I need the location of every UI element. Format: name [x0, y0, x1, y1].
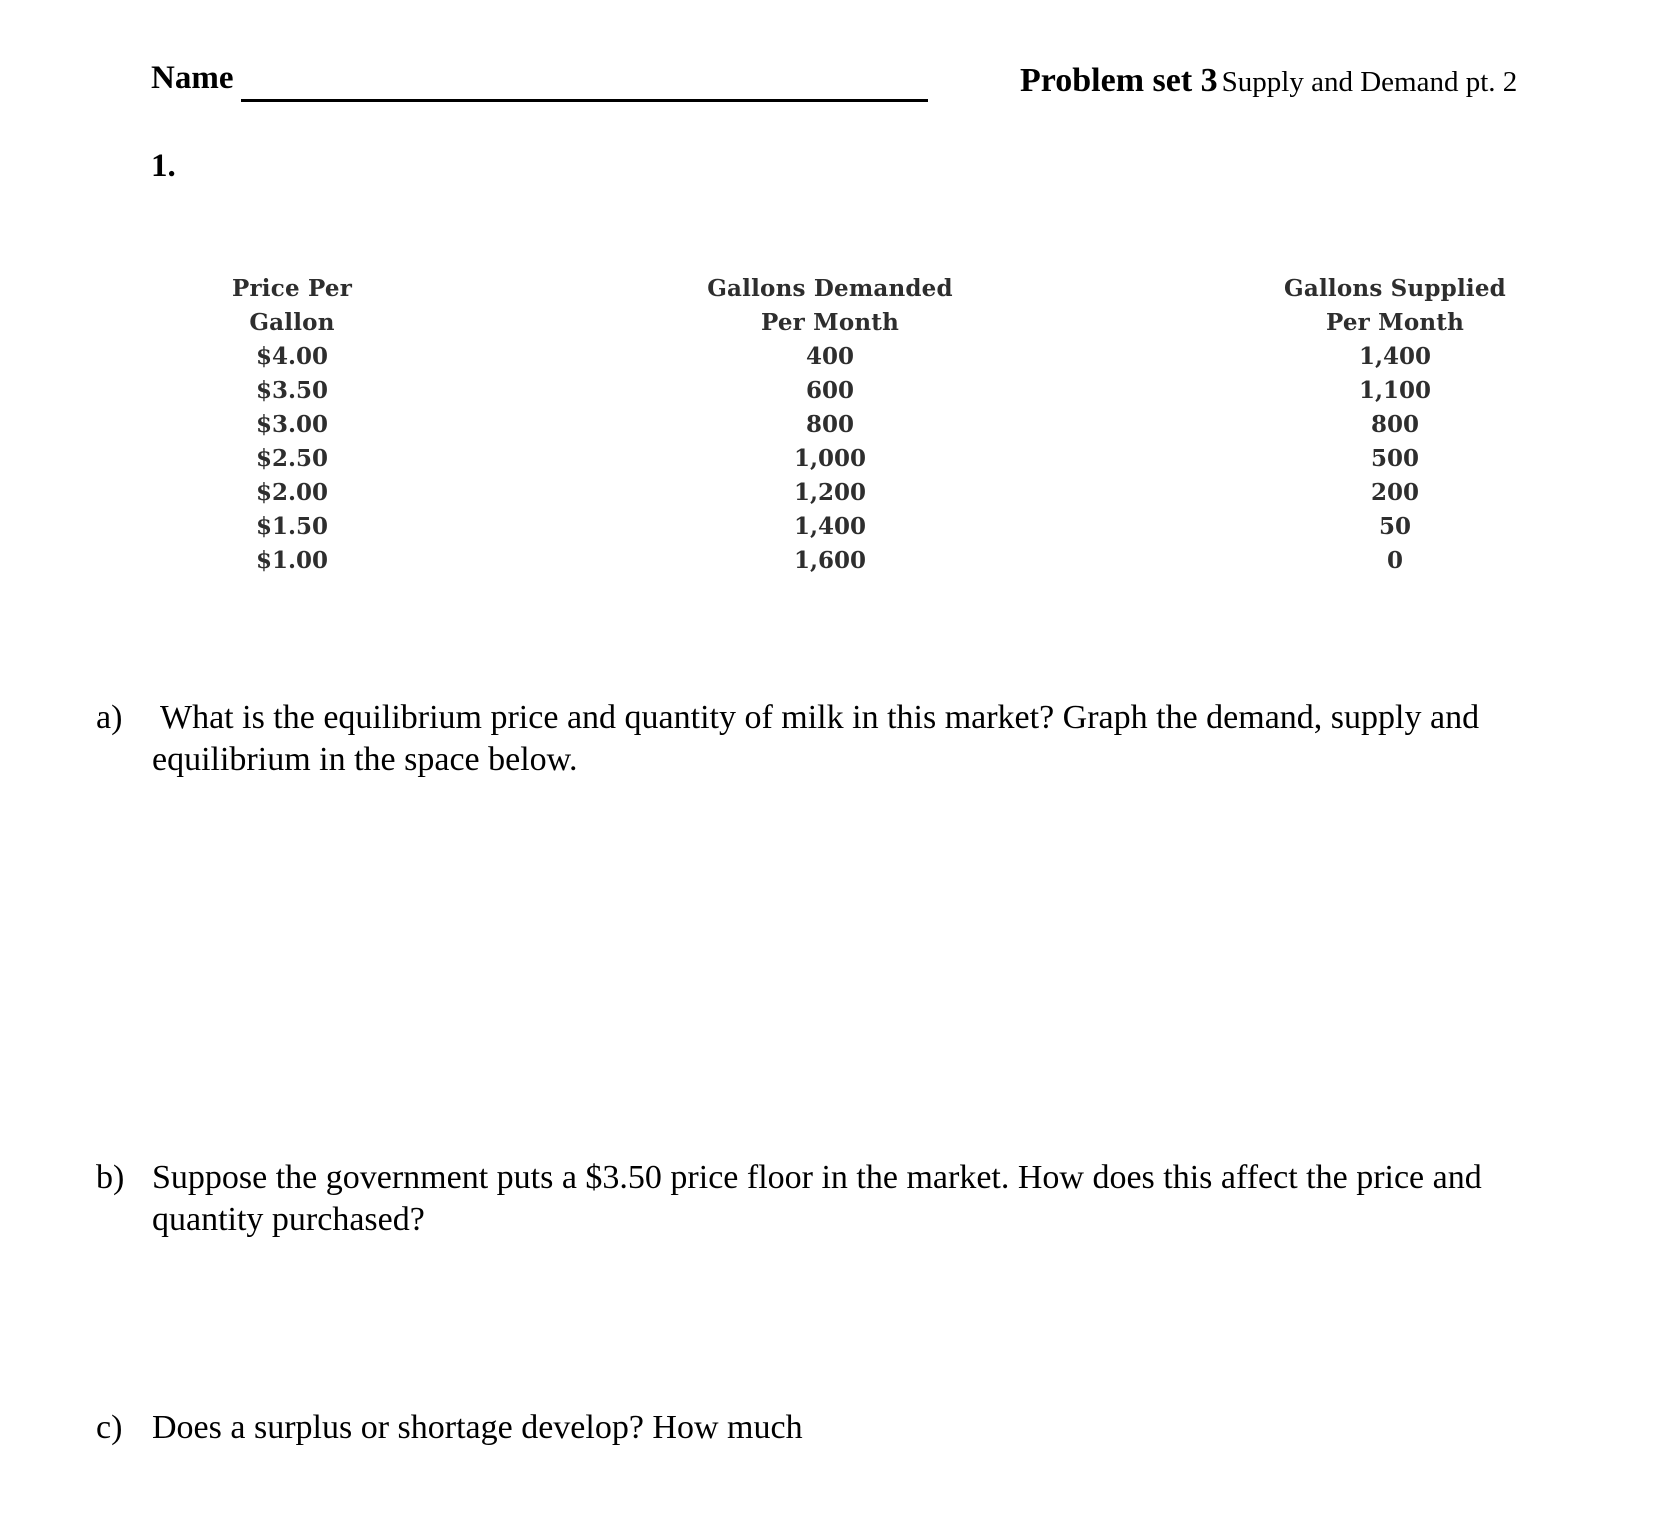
- price-header-line-1: Price Per: [231, 275, 353, 302]
- question-b: [96, 1157, 1606, 1241]
- demand-header-line-1: Gallons Demanded: [707, 275, 953, 302]
- demand-cell: 600: [805, 377, 854, 404]
- question-c-line-1: Does a surplus or shortage develop? How much: [152, 1409, 803, 1446]
- price-column: [212, 272, 372, 578]
- supply-cell: 1,400: [1358, 343, 1432, 370]
- supply-header-line-2: Per Month: [1325, 309, 1465, 336]
- supply-cell: 500: [1370, 445, 1419, 472]
- price-cell: $3.00: [255, 411, 329, 438]
- name-blank-line[interactable]: [241, 99, 928, 102]
- price-cell: $2.00: [255, 479, 329, 506]
- supply-cell: 0: [1386, 547, 1403, 574]
- question-a-line-1: What is the equilibrium price and quantity of milk in this market? Graph the demand, supply and: [160, 699, 1480, 736]
- question-b-line-1: Suppose the government puts a $3.50 price floor in the market. How does this affect the price and: [152, 1159, 1482, 1196]
- question-a-text: [96, 697, 1596, 781]
- question-b-line-2: quantity purchased?: [152, 1201, 425, 1238]
- supply-cell: 200: [1370, 479, 1419, 506]
- question-c-text: [96, 1407, 1596, 1449]
- price-cell: $2.50: [255, 445, 329, 472]
- title-subtitle: Supply and Demand pt. 2: [1221, 66, 1518, 98]
- question-a-line-2: equilibrium in the space below.: [152, 741, 578, 778]
- price-header-line-2: Gallon: [249, 309, 335, 336]
- demand-cell: 1,200: [793, 479, 867, 506]
- demand-column: [690, 272, 970, 578]
- demand-cell: 1,600: [793, 547, 867, 574]
- question-c: [96, 1407, 1596, 1449]
- demand-cell: 400: [805, 343, 854, 370]
- price-cell: $3.50: [255, 377, 329, 404]
- price-cell: $1.00: [255, 547, 329, 574]
- name-label: Name: [151, 60, 234, 96]
- demand-header-line-2: Per Month: [760, 309, 900, 336]
- question-c-letter: c): [96, 1409, 123, 1446]
- question-number: 1.: [151, 148, 176, 184]
- question-b-text: [96, 1157, 1606, 1241]
- price-cell: $1.50: [255, 513, 329, 540]
- supply-cell: 50: [1378, 513, 1411, 540]
- supply-cell: 800: [1370, 411, 1419, 438]
- demand-cell: 1,400: [793, 513, 867, 540]
- price-cell: $4.00: [255, 343, 329, 370]
- demand-cell: 1,000: [793, 445, 867, 472]
- supply-header-line-1: Gallons Supplied: [1284, 275, 1506, 302]
- supply-cell: 1,100: [1358, 377, 1432, 404]
- question-b-letter: b): [96, 1159, 125, 1196]
- title-problem-set: Problem set 3: [1020, 62, 1218, 99]
- question-a: [96, 697, 1596, 781]
- supply-column: [1260, 272, 1530, 578]
- demand-cell: 800: [805, 411, 854, 438]
- question-a-letter: a): [96, 699, 123, 736]
- page-title: [1020, 62, 1517, 100]
